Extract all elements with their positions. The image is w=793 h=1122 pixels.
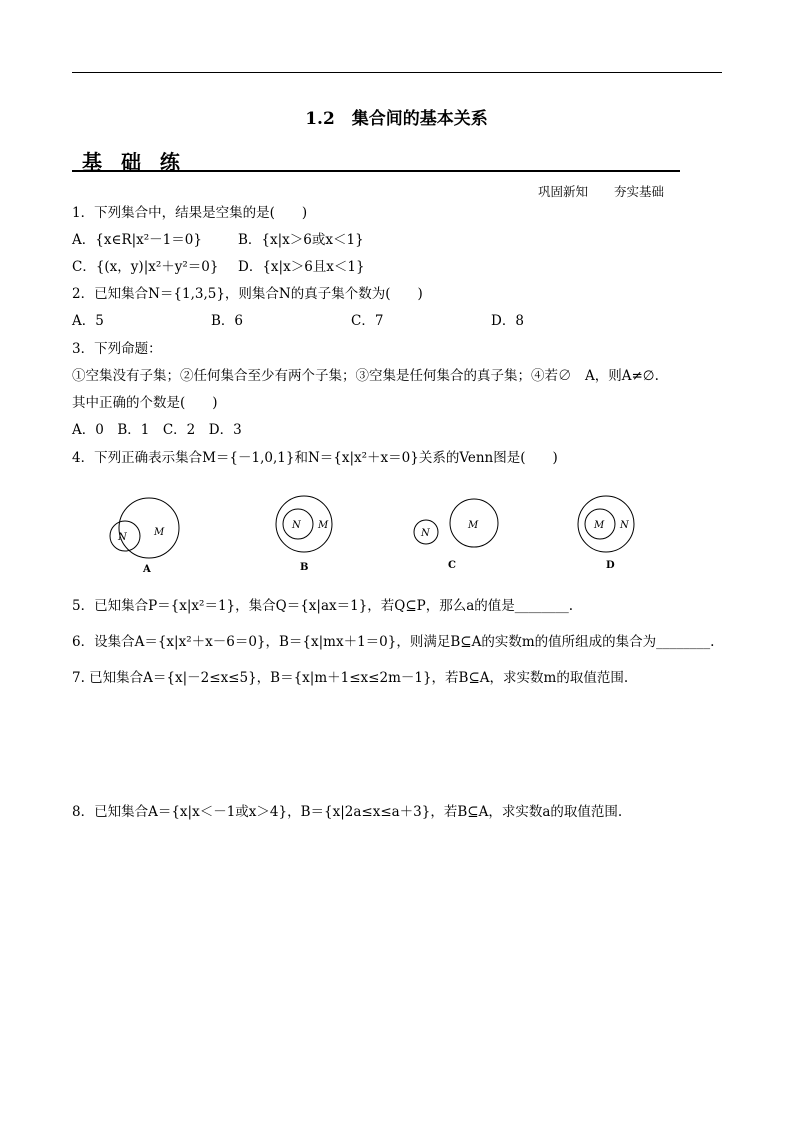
section-tagline: 巩固新知 夯实基础 — [538, 184, 664, 199]
q2-option-d: D．8 — [491, 313, 524, 329]
venn-a-caption: A — [143, 564, 151, 575]
q5-stem: 5．已知集合P＝{x|x²＝1}，集合Q＝{x|ax＝1}，若Q⊆P，那么a的值是________. — [72, 598, 574, 614]
q3-stem: 3．下列命题： — [72, 341, 162, 357]
venn-a-small-label: N — [118, 532, 127, 543]
q2-option-a: A．5 — [72, 313, 104, 329]
q1-options-row2 — [72, 255, 365, 275]
venn-d-big-label: N — [620, 520, 629, 531]
q1-option-a: A．{x∈R|x²－1＝0} — [72, 232, 202, 248]
q1-options-row1 — [72, 228, 364, 248]
q6-stem: 6．设集合A＝{x|x²＋x－6＝0}，B＝{x|mx＋1＝0}，则满足B⊆A的实数m的值所组成的集合为________. — [72, 634, 715, 650]
q4-stem: 4．下列正确表示集合M＝{－1,0,1}和N＝{x|x²＋x＝0}关系的Venn图是( ) — [72, 450, 558, 466]
q3-propositions: ①空集没有子集；②任何集合至少有两个子集；③空集是任何集合的真子集；④若∅ A，则A≠∅. — [72, 368, 659, 384]
venn-d-small-label: M — [594, 520, 605, 531]
venn-b-caption: B — [300, 562, 309, 573]
q3-question: 其中正确的个数是( ) — [72, 395, 218, 411]
q2-stem: 2．已知集合N＝{1,3,5}，则集合N的真子集个数为( ) — [72, 286, 423, 302]
venn-a-big-label: M — [154, 527, 165, 538]
header-rule — [72, 72, 722, 73]
venn-option-b — [276, 496, 332, 573]
q1-option-c: C．{(x，y)|x²＋y²＝0} — [72, 259, 219, 275]
q8-stem: 8．已知集合A＝{x|x＜－1或x＞4}，B＝{x|2a≤x≤a＋3}，若B⊆A，求实数a的取值范围. — [72, 804, 623, 820]
q1-option-d: D．{x|x＞6且x＜1} — [238, 259, 365, 275]
venn-b-big-label: M — [318, 520, 329, 531]
venn-b-small-label: N — [292, 520, 301, 531]
section-rule — [72, 170, 680, 172]
venn-d-caption: D — [606, 560, 615, 571]
q1-option-b: B．{x|x＞6或x＜1} — [238, 232, 364, 248]
venn-c-big-label: M — [468, 520, 479, 531]
section-heading: 基 础 练 — [82, 150, 186, 174]
venn-option-d — [578, 496, 634, 571]
q2-option-b: B．6 — [211, 313, 244, 329]
q2-options — [72, 309, 524, 329]
page-title: 1.2 集合间的基本关系 — [305, 109, 488, 129]
q7-stem: 7. 已知集合A＝{x|－2≤x≤5}，B＝{x|m＋1≤x≤2m－1}，若B⊆A，求实数m的取值范围. — [72, 670, 629, 686]
venn-c-small-label: N — [421, 528, 430, 539]
q1-stem: 1．下列集合中，结果是空集的是( ) — [72, 205, 308, 221]
q2-option-c: C．7 — [351, 313, 384, 329]
venn-option-c — [414, 499, 498, 571]
venn-option-a — [110, 498, 179, 575]
q3-options: A．0 B．1 C．2 D．3 — [72, 422, 242, 438]
venn-c-caption: C — [448, 560, 456, 571]
venn-diagrams — [0, 486, 793, 576]
